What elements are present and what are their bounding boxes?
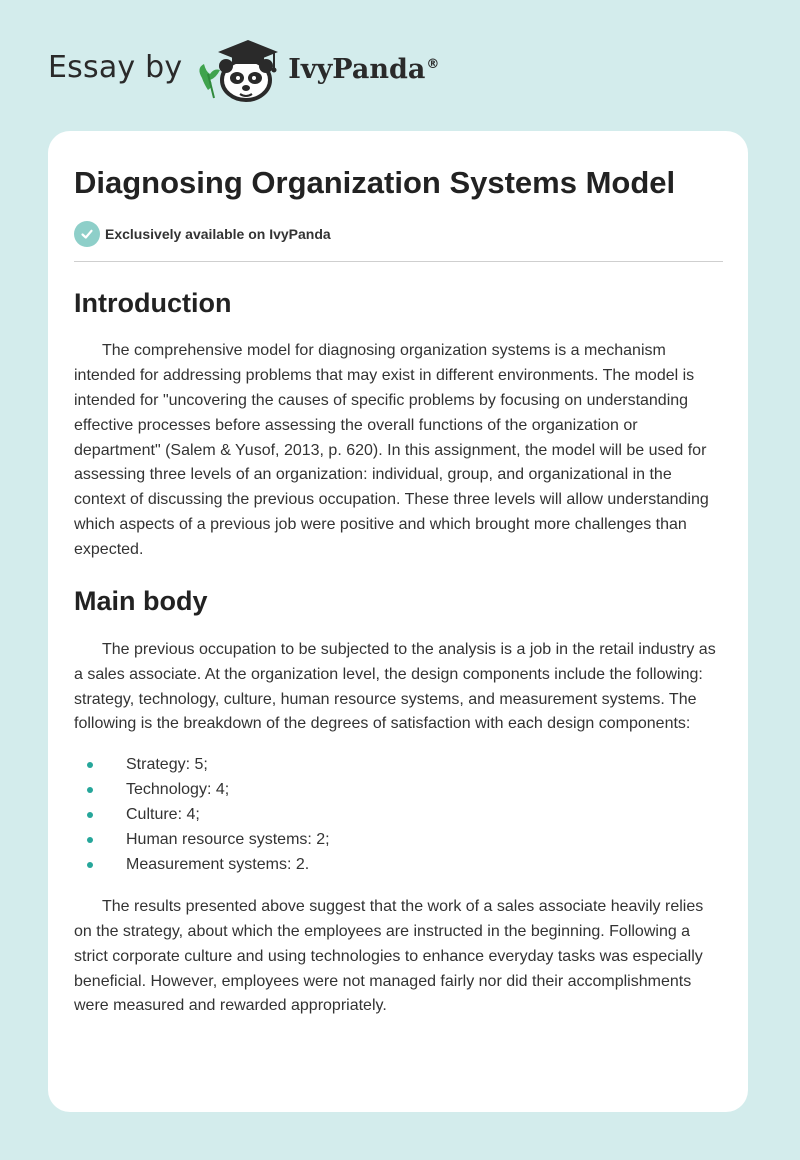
bullet-icon — [87, 762, 93, 768]
bullet-icon — [87, 862, 93, 868]
page-title: Diagnosing Organization Systems Model — [74, 165, 676, 200]
list-item: Human resource systems: 2; — [74, 827, 724, 852]
introduction-paragraph: The comprehensive model for diagnosing organization systems is a mechanism intended for addressing problems that may exist in different environments. The model is intended for "uncovering the causes of specific problems by focusing on understanding effective processes before assessing the overall functions of the organization or department" (Salem & Yusof, 2013, p. 620). In this assignment, the model will be used for assessing three levels of an organization: individual, group, and organizational in the context of discussing the previous occupation. These three levels will allow understanding which aspects of a previous job were positive and which brought more challenges than expected. — [74, 342, 709, 558]
list-item: Culture: 4; — [74, 802, 724, 827]
brand-header[interactable] — [48, 34, 439, 106]
list-item: Measurement systems: 2. — [74, 852, 724, 877]
bullet-icon — [87, 812, 93, 818]
essay-card — [48, 131, 748, 1112]
main-body-paragraph: The previous occupation to be subjected to the analysis is a job in the retail industry as a sales associate. At the organization level, the design components include the following: strategy, technology, culture, human resource systems, and measurement systems. The following is the breakdown of the degrees of satisfaction with each design components: — [74, 640, 716, 733]
exclusive-badge — [74, 221, 331, 247]
bullet-icon — [87, 837, 93, 843]
list-item: Strategy: 5; — [74, 752, 724, 777]
section-heading-introduction: Introduction — [74, 288, 232, 318]
essay-content — [74, 281, 724, 1019]
section-heading-main-body: Main body — [74, 585, 208, 616]
check-circle-icon — [74, 221, 100, 247]
panda-logo-icon — [196, 34, 284, 106]
brand-prefix: Essay by — [48, 49, 183, 85]
brand-name: IvyPanda® — [288, 53, 440, 85]
list-item: Technology: 4; — [74, 777, 724, 802]
satisfaction-list — [74, 752, 724, 877]
exclusive-label: Exclusively available on IvyPanda — [105, 226, 331, 242]
title-divider — [74, 261, 723, 262]
results-paragraph: The results presented above suggest that the work of a sales associate heavily relies on the strategy, about which the employees are instructed in the beginning. Following a strict corporate culture and using technologies to enhance everyday tasks was especially beneficial. However, employees were not managed fairly nor did their accomplishments were measured and rewarded appropriately. — [74, 898, 704, 1015]
bullet-icon — [87, 787, 93, 793]
